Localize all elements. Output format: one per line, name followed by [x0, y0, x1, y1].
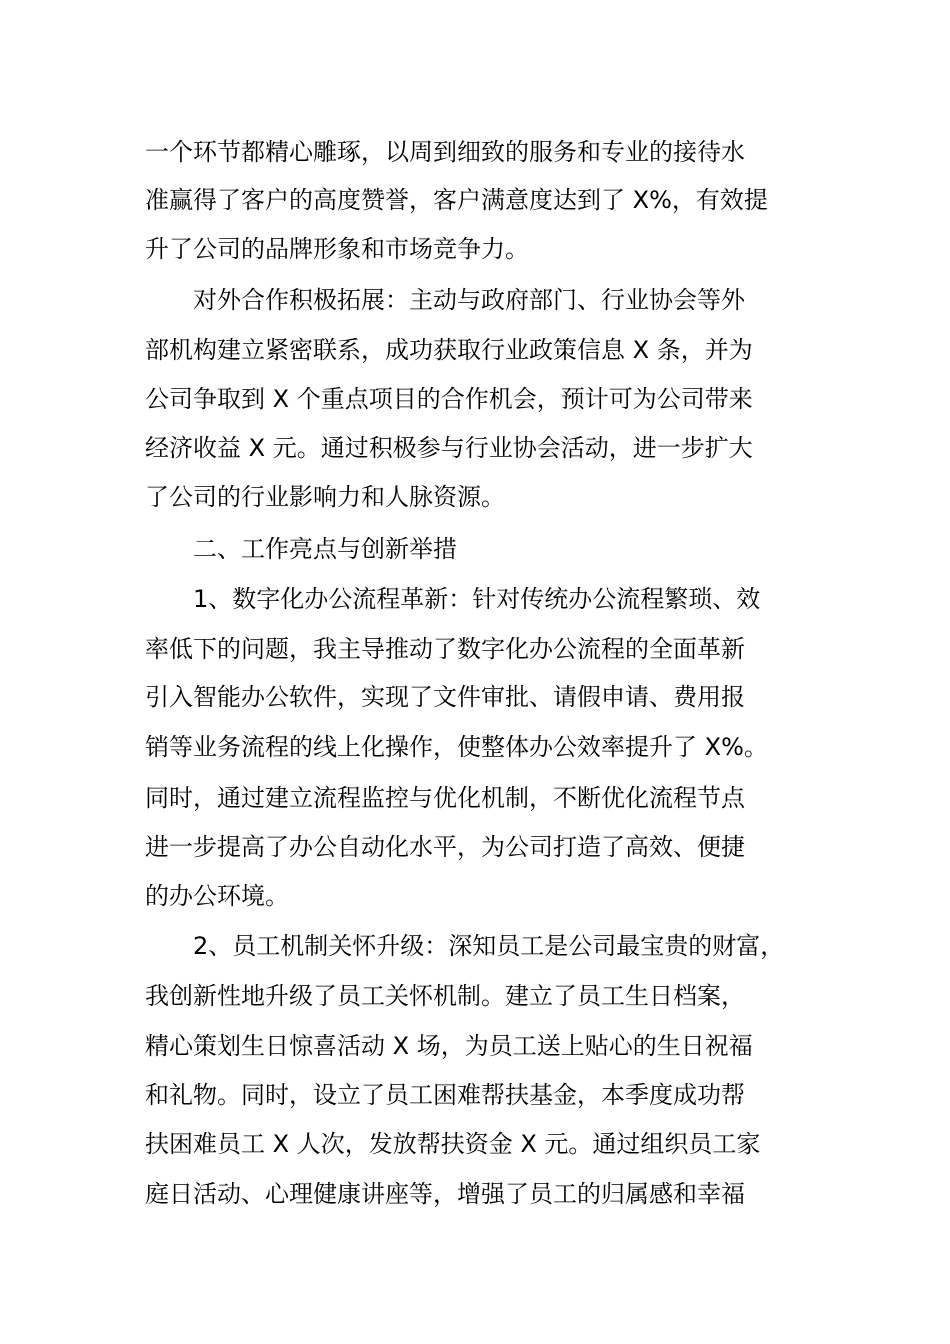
paragraph-line: 我创新性地升级了员工关怀机制。建立了员工生日档案，: [145, 982, 745, 1010]
paragraph-line: 升了公司的品牌形象和市场竞争力。: [145, 235, 529, 263]
paragraph-line: 部机构建立紧密联系，成功获取行业政策信息 X 条，并为: [145, 336, 753, 364]
paragraph-line: 和礼物。同时，设立了员工困难帮扶基金，本季度成功帮: [145, 1081, 745, 1109]
paragraph-line: 2、员工机制关怀升级：深知员工是公司最宝贵的财富，: [193, 932, 785, 960]
paragraph-line: 公司争取到 X 个重点项目的合作机会，预计可为公司带来: [145, 385, 753, 413]
paragraph-line: 了公司的行业影响力和人脉资源。: [145, 483, 505, 511]
paragraph-line: 准赢得了客户的高度赞誉，客户满意度达到了 X%，有效提: [145, 186, 768, 214]
section-heading: 二、工作亮点与创新举措: [193, 535, 457, 563]
paragraph-line: 的办公环境。: [145, 882, 289, 910]
paragraph-line: 精心策划生日惊喜活动 X 场，为员工送上贴心的生日祝福: [145, 1032, 753, 1060]
paragraph-line: 扶困难员工 X 人次，发放帮扶资金 X 元。通过组织员工家: [145, 1130, 761, 1158]
paragraph-line: 销等业务流程的线上化操作，使整体办公效率提升了 X%。: [145, 733, 768, 761]
paragraph-line: 对外合作积极拓展：主动与政府部门、行业协会等外: [193, 286, 745, 314]
paragraph-line: 同时，通过建立流程监控与优化机制，不断优化流程节点: [145, 784, 745, 812]
paragraph-line: 经济收益 X 元。通过积极参与行业协会活动，进一步扩大: [145, 434, 753, 462]
paragraph-line: 庭日活动、心理健康讲座等，增强了员工的归属感和幸福: [145, 1180, 745, 1208]
paragraph-line: 率低下的问题，我主导推动了数字化办公流程的全面革新: [145, 635, 745, 663]
paragraph-line: 一个环节都精心雕琢，以周到细致的服务和专业的接待水: [145, 138, 745, 166]
paragraph-line: 1、数字化办公流程革新：针对传统办公流程繁琐、效: [193, 585, 761, 613]
paragraph-line: 引入智能办公软件，实现了文件审批、请假申请、费用报: [145, 683, 745, 711]
paragraph-line: 进一步提高了办公自动化水平，为公司打造了高效、便捷: [145, 833, 745, 861]
